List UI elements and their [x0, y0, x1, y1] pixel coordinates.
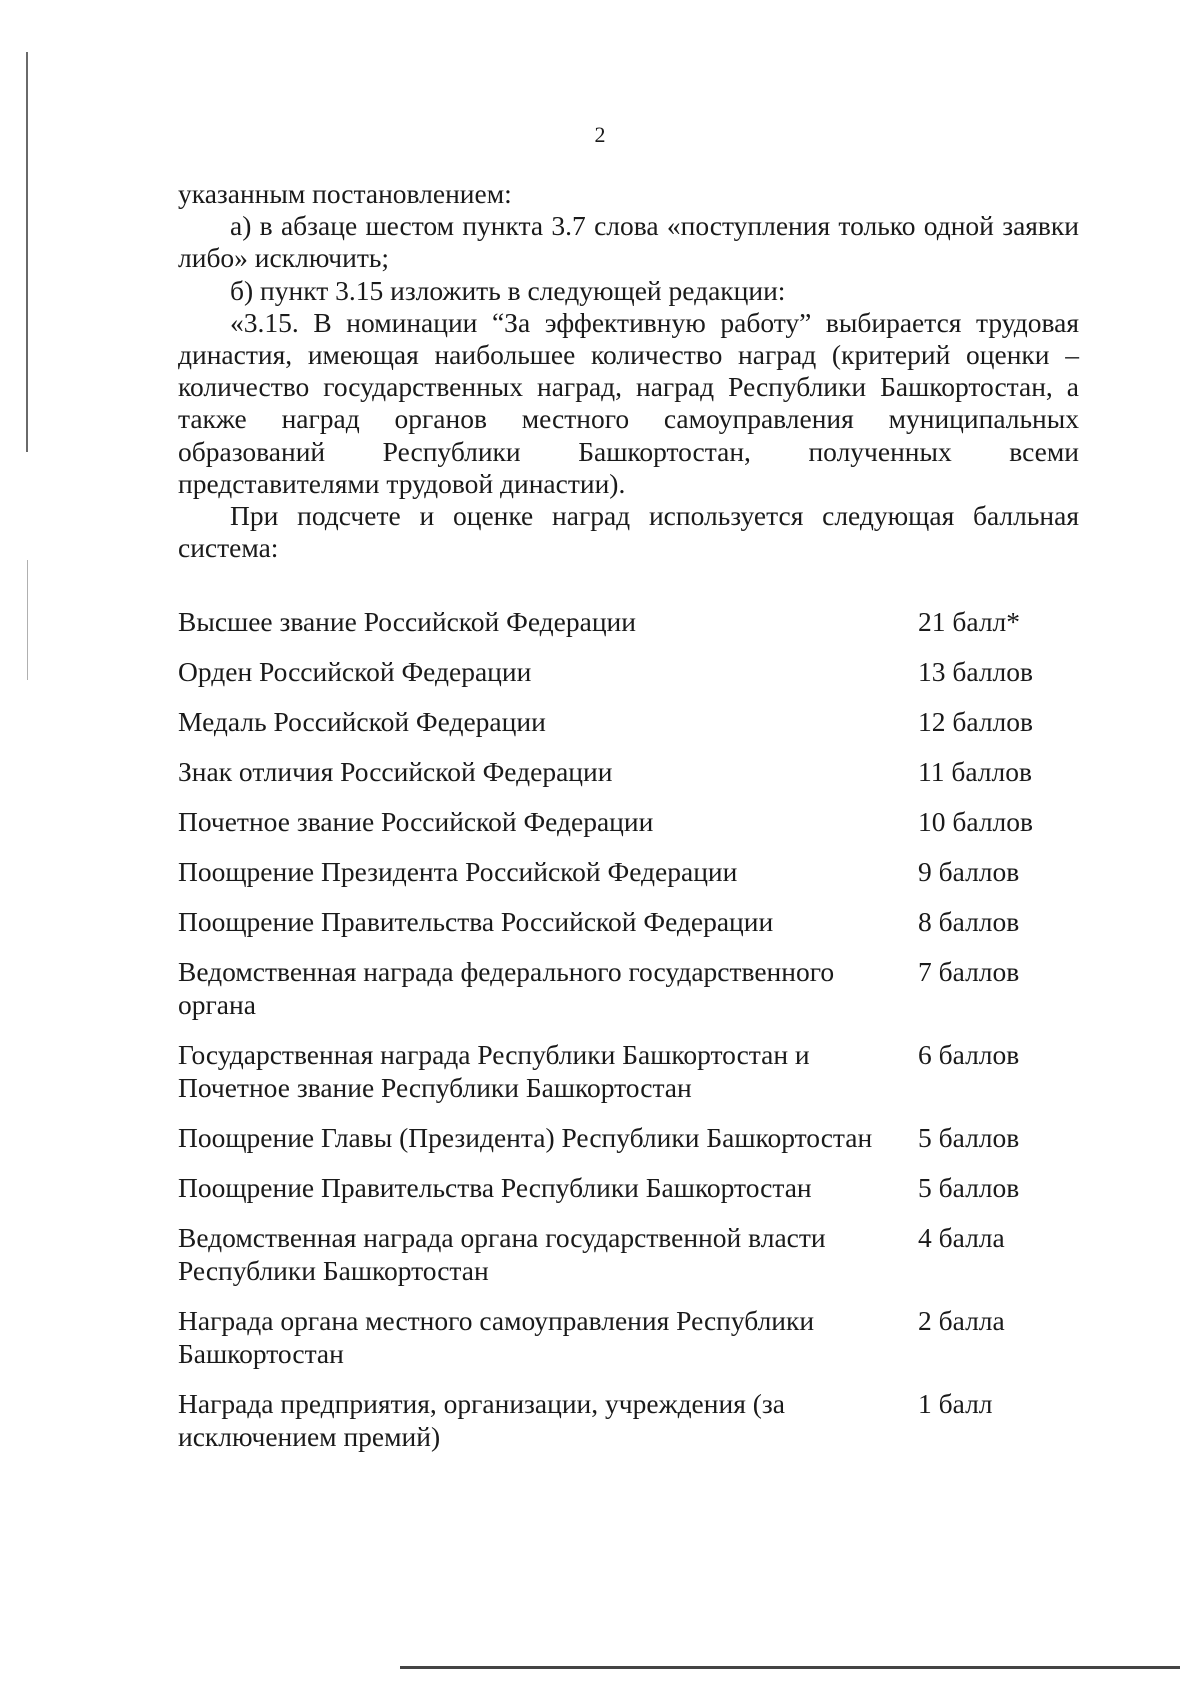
award-name: Поощрение Президента Российской Федерации: [178, 856, 738, 887]
paragraph: б) пункт 3.15 изложить в следующей редакции:: [230, 274, 786, 306]
award-points: 4 балла: [918, 1222, 1005, 1253]
award-row: [178, 855, 1058, 888]
body-text: [178, 178, 1079, 564]
paragraph: При подсчете и оценке наград используется следующая балльная система:: [178, 500, 1079, 564]
award-row: [178, 905, 1058, 938]
award-points: 11 баллов: [918, 756, 1032, 787]
award-name: Поощрение Главы (Президента) Республики Башкортостан: [178, 1122, 873, 1153]
award-points: 21 балл*: [918, 606, 1021, 637]
page-number: 2: [594, 122, 606, 147]
award-name: Почетное звание Российской Федерации: [178, 806, 654, 837]
award-name: Высшее звание Российской Федерации: [178, 606, 636, 637]
award-points: 12 баллов: [918, 706, 1033, 737]
award-points: 10 баллов: [918, 806, 1033, 837]
award-row: [178, 1038, 1058, 1104]
award-points: 5 баллов: [918, 1172, 1020, 1203]
paragraph: «3.15. В номинации “За эффективную работу” выбирается трудовая династия, имеющая наибольшее количество наград (критерий оценки – количество государственных наград, наград Республики Башкортостан, а также наград органов местного самоуправления муниципальных образований Республики Башкортостан, полученных всеми представителями трудовой династии).: [178, 306, 1079, 499]
award-name: Медаль Российской Федерации: [178, 706, 546, 737]
award-row: [178, 805, 1058, 838]
award-row: [178, 1387, 1058, 1453]
scan-edge-line: [27, 560, 28, 680]
paragraph: указанным постановлением:: [178, 178, 512, 209]
award-row: [178, 1304, 1058, 1370]
award-row: [178, 705, 1058, 738]
award-row: [178, 1121, 1058, 1154]
award-points: 2 балла: [918, 1305, 1005, 1336]
bottom-rule-line: [400, 1666, 1180, 1669]
paragraph: а) в абзаце шестом пункта 3.7 слова «поступления только одной заявки либо» исключить;: [178, 210, 1079, 274]
award-row: [178, 755, 1058, 788]
award-name: Ведомственная награда органа государственной власти Республики Башкортостан: [178, 1222, 826, 1286]
award-points: 6 баллов: [918, 1039, 1020, 1070]
award-name: Орден Российской Федерации: [178, 656, 532, 687]
award-points: 5 баллов: [918, 1122, 1020, 1153]
award-points-list: [178, 605, 1058, 1470]
award-name: Поощрение Правительства Республики Башкортостан: [178, 1172, 812, 1203]
award-points: 1 балл: [918, 1388, 993, 1419]
award-row: [178, 1171, 1058, 1204]
award-row: [178, 955, 1058, 1021]
award-name: Ведомственная награда федерального государственного органа: [178, 956, 835, 1020]
award-row: [178, 1221, 1058, 1287]
award-points: 9 баллов: [918, 856, 1020, 887]
award-name: Государственная награда Республики Башкортостан и Почетное звание Республики Башкортостан: [178, 1039, 810, 1103]
award-name: Награда предприятия, организации, учреждения (за исключением премий): [178, 1388, 785, 1452]
award-row: [178, 605, 1058, 638]
scan-edge-line: [26, 52, 28, 452]
award-name: Награда органа местного самоуправления Республики Башкортостан: [178, 1305, 815, 1369]
award-row: [178, 655, 1058, 688]
award-points: 7 баллов: [918, 956, 1020, 987]
award-name: Знак отличия Российской Федерации: [178, 756, 613, 787]
award-points: 8 баллов: [918, 906, 1020, 937]
award-points: 13 баллов: [918, 656, 1033, 687]
award-name: Поощрение Правительства Российской Федерации: [178, 906, 774, 937]
